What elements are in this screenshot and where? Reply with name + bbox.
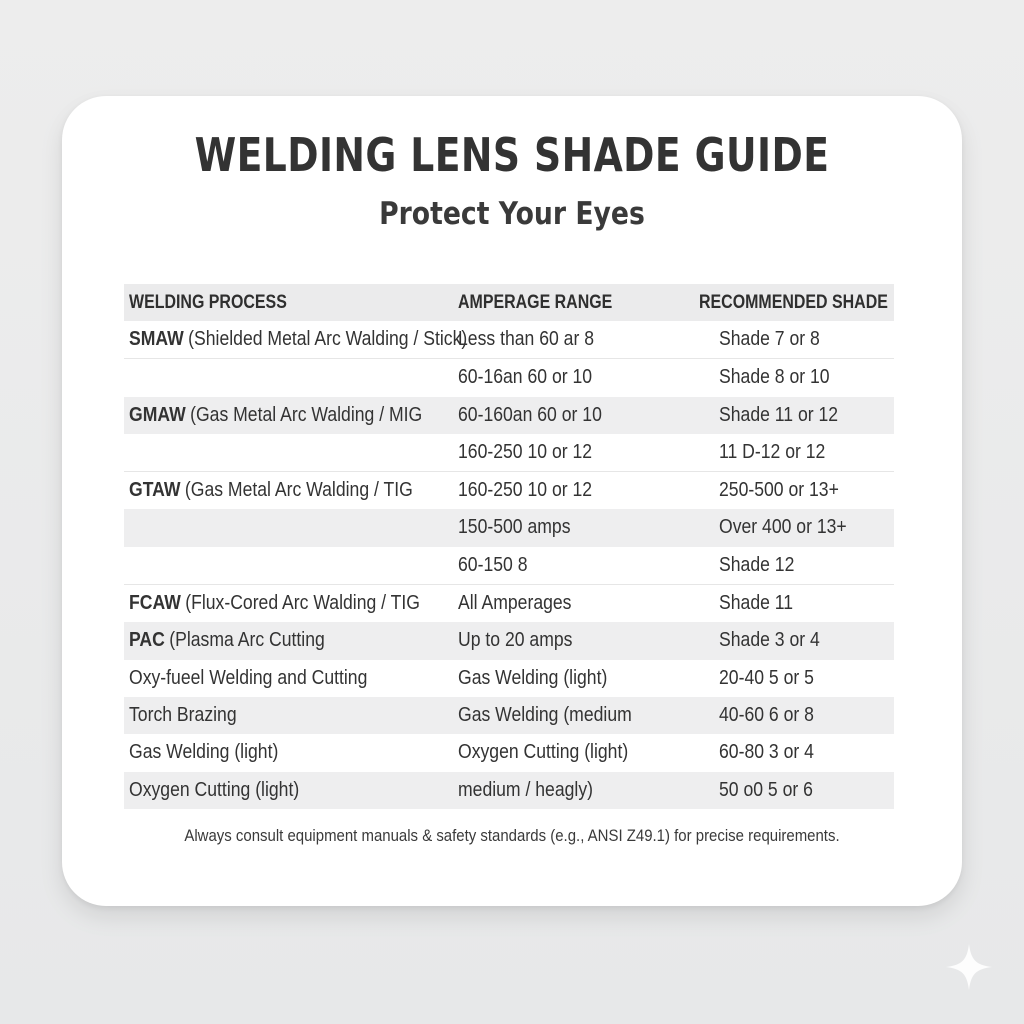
amperage-cell: 60-16an 60 or 10 (458, 366, 593, 389)
table-row (124, 772, 894, 809)
shade-cell: Over 400 or 13+ (719, 516, 847, 539)
amperage-cell: Less than 60 ar 8 (458, 328, 595, 350)
process-cell (129, 472, 413, 509)
shade-cell: 40-60 6 or 8 (719, 703, 814, 726)
amperage-cell: All Amperages (458, 592, 572, 615)
shade-cell: Shade 12 (719, 553, 795, 576)
table-row (124, 397, 894, 434)
shade-cell: Shade 7 or 8 (719, 328, 820, 350)
amperage-cell: 160-250 10 or 12 (458, 440, 593, 463)
table-row (124, 584, 894, 622)
process-cell (129, 397, 422, 434)
amperage-cell: 150-500 amps (458, 516, 571, 539)
table-row (124, 358, 894, 396)
process-name: Oxy-fueel Welding and Cutting (129, 666, 368, 689)
process-name: Oxygen Cutting (light) (129, 778, 300, 801)
shade-cell: Shade 3 or 4 (719, 629, 820, 652)
process-cell (129, 734, 278, 771)
shade-cell: Shade 8 or 10 (719, 366, 830, 389)
process-cell (129, 697, 237, 734)
shade-cell: 50 o0 5 or 6 (719, 778, 813, 801)
amperage-cell: 60-150 8 (458, 553, 528, 576)
amperage-cell: Gas Welding (medium (458, 703, 632, 726)
amperage-cell: Up to 20 amps (458, 629, 573, 652)
table-header-row (124, 284, 894, 321)
page-title: WELDING LENS SHADE GUIDE (194, 128, 830, 182)
process-name: (Flux-Cored Arc Walding / TIG (185, 592, 420, 615)
header-welding-process: WELDING PROCESS (129, 292, 287, 313)
header-amperage-range: AMPERAGE RANGE (458, 292, 613, 313)
process-abbr: GMAW (129, 403, 186, 426)
process-cell (129, 660, 367, 697)
process-abbr: GTAW (129, 479, 181, 502)
amperage-cell: 60-160an 60 or 10 (458, 403, 602, 426)
process-name: (Gas Metal Arc Walding / MIG (190, 403, 423, 426)
amperage-cell: Oxygen Cutting (light) (458, 741, 629, 764)
table-row (124, 321, 894, 358)
table-row (124, 509, 894, 546)
table-row (124, 734, 894, 771)
table-row (124, 697, 894, 734)
process-name: Gas Welding (light) (129, 741, 279, 764)
shade-cell: 250-500 or 13+ (719, 479, 839, 502)
table-row (124, 434, 894, 471)
table-row (124, 547, 894, 584)
process-abbr: FCAW (129, 592, 181, 615)
shade-cell: 11 D-12 or 12 (719, 440, 826, 463)
process-name: (Gas Metal Arc Walding / TIG (184, 479, 413, 502)
process-abbr: SMAW (129, 328, 184, 350)
safety-footnote: Always consult equipment manuals & safety standards (e.g., ANSI Z49.1) for precise requirements. (184, 826, 840, 845)
process-name: (Shielded Metal Arc Walding / Stick) (188, 328, 468, 350)
shade-cell: 20-40 5 or 5 (719, 666, 814, 689)
table-row (124, 660, 894, 697)
amperage-cell: Gas Welding (light) (458, 666, 608, 689)
table-row (124, 471, 894, 509)
shade-cell: 60-80 3 or 4 (719, 741, 814, 764)
shade-cell: Shade 11 or 12 (719, 403, 839, 426)
amperage-cell: 160-250 10 or 12 (458, 479, 593, 502)
process-name: Torch Brazing (129, 703, 237, 726)
table-row (124, 622, 894, 659)
page-subtitle: Protect Your Eyes (379, 196, 645, 232)
process-abbr: PAC (129, 629, 165, 652)
sparkle-icon (944, 942, 994, 992)
header-recommended-shade: RECOMMENDED SHADE (699, 292, 888, 313)
process-name: (Plasma Arc Cutting (169, 629, 325, 652)
shade-table (124, 284, 894, 809)
process-cell (129, 772, 299, 809)
process-cell (129, 622, 325, 659)
amperage-cell: medium / heagly) (458, 778, 593, 801)
process-cell (129, 585, 420, 622)
shade-cell: Shade 11 (719, 592, 794, 615)
process-cell (129, 321, 467, 358)
